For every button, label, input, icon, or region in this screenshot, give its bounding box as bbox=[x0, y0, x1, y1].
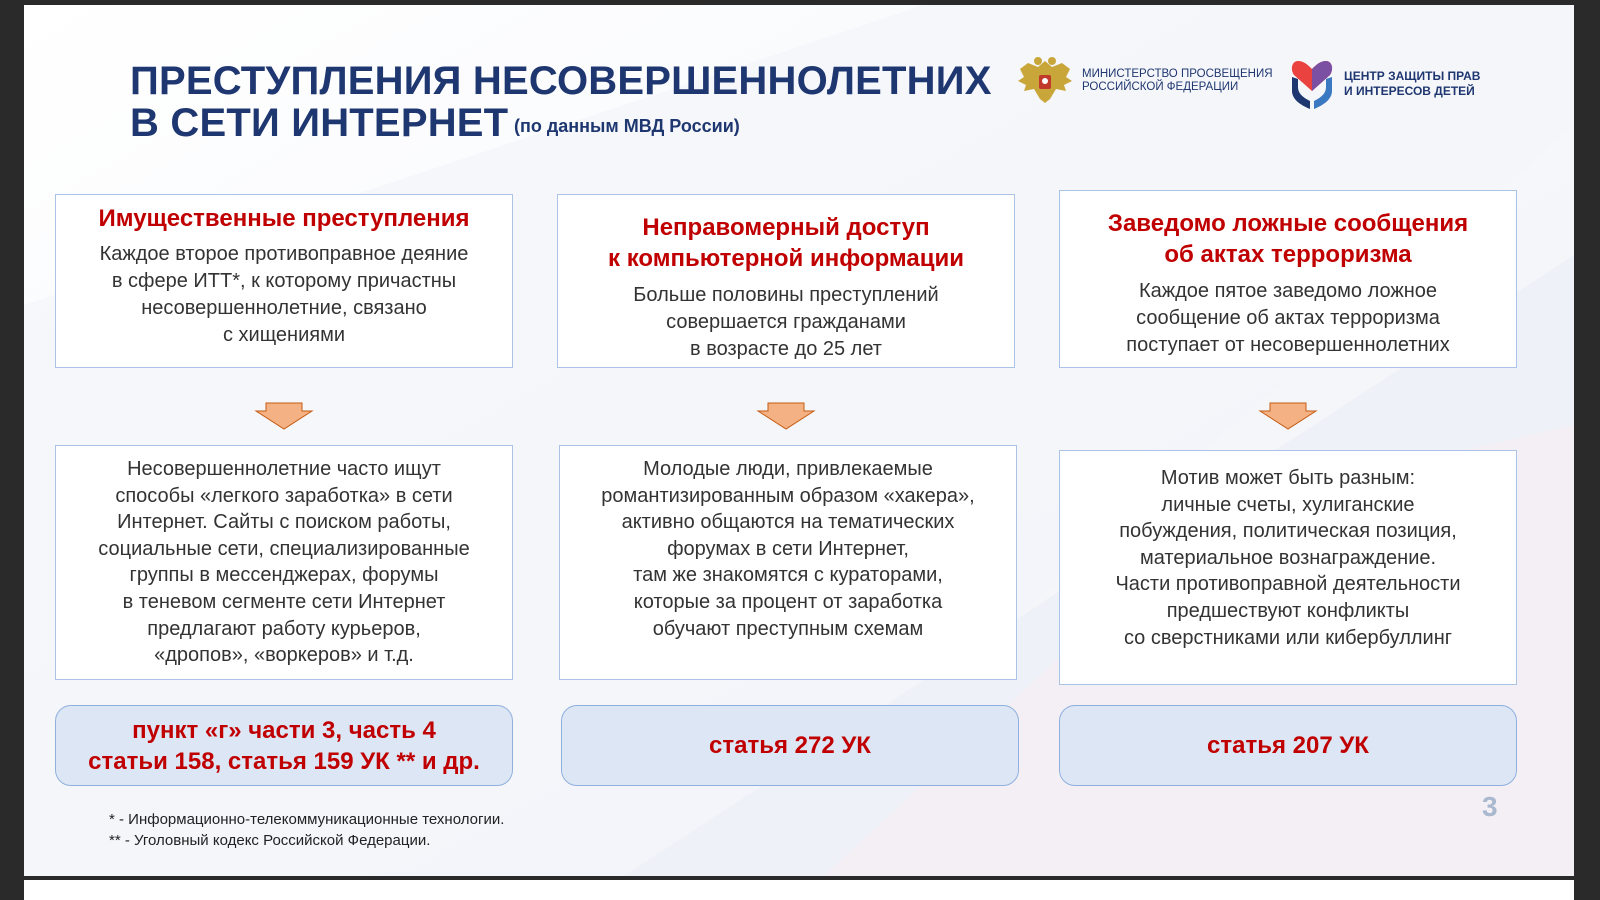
description-card-unauthorized-access bbox=[559, 445, 1017, 680]
card-heading-line: к компьютерной информации bbox=[608, 245, 964, 272]
center-logo bbox=[1288, 57, 1480, 111]
page-number: 3 bbox=[1482, 791, 1498, 822]
law-line: статья 207 УК bbox=[1207, 732, 1369, 759]
description-text bbox=[1060, 465, 1516, 651]
description-line: социальные сети, специализированные bbox=[98, 537, 470, 560]
description-line: Несовершеннолетние часто ищут bbox=[127, 458, 441, 480]
description-line: материальное вознаграждение. bbox=[1139, 546, 1437, 569]
law-text bbox=[88, 715, 480, 777]
description-line: побуждения, политическая позиция, bbox=[1119, 520, 1457, 543]
card-text-line: несовершеннолетние, связано bbox=[141, 297, 427, 319]
card-text-line: поступает от несовершеннолетних bbox=[1126, 334, 1450, 356]
description-line: активно общаются на тематических bbox=[621, 511, 955, 534]
slide bbox=[24, 5, 1574, 876]
eagle-emblem-icon bbox=[1014, 55, 1076, 107]
description-line: обучают преступным схемам bbox=[652, 617, 924, 640]
description-line: способы «легкого заработка» в сети bbox=[115, 484, 453, 507]
law-reference-unauthorized-access bbox=[561, 705, 1019, 786]
description-line: со сверстниками или кибербуллинг bbox=[1123, 626, 1453, 649]
law-text bbox=[1207, 730, 1369, 761]
footnote-uk: ** - Уголовный кодекс Российской Федерации. bbox=[109, 832, 431, 849]
next-slide-edge bbox=[24, 876, 1574, 900]
source-note: (по данным МВД России) bbox=[514, 116, 740, 136]
description-line: Интернет. Сайты с поиском работы, bbox=[117, 511, 451, 534]
card-heading bbox=[1060, 208, 1516, 270]
law-reference-false-terror-reports bbox=[1059, 705, 1517, 786]
footnote-itt: * - Информационно-телекоммуникационные технологии. bbox=[109, 811, 505, 828]
description-card-false-terror-reports bbox=[1059, 450, 1517, 685]
description-line: там же знакомятся с кураторами, bbox=[633, 564, 943, 587]
law-text bbox=[709, 730, 871, 761]
description-line: романтизированным образом «хакера», bbox=[601, 484, 975, 507]
description-line: предшествуют конфликты bbox=[1166, 599, 1410, 622]
center-name-line-1: ЦЕНТР ЗАЩИТЫ ПРАВ bbox=[1344, 69, 1481, 83]
description-line: «дропов», «воркеров» и т.д. bbox=[154, 644, 414, 667]
law-line: статья 272 УК bbox=[709, 732, 871, 759]
card-text-line: совершается гражданами bbox=[666, 311, 906, 333]
center-name-line-2: И ИНТЕРЕСОВ ДЕТЕЙ bbox=[1344, 84, 1475, 98]
card-text-line: с хищениями bbox=[222, 324, 346, 346]
card-text bbox=[56, 241, 512, 349]
law-line: пункт «г» части 3, часть 4 bbox=[132, 716, 436, 744]
description-line: в теневом сегменте сети Интернет bbox=[122, 590, 446, 613]
description-line: Части противоправной деятельности bbox=[1115, 573, 1461, 596]
page-title-line-1: ПРЕСТУПЛЕНИЯ НЕСОВЕРШЕННОЛЕТНИХ bbox=[130, 59, 992, 103]
card-text-line: Каждое второе противоправное деяние bbox=[99, 243, 469, 265]
arrow-down-icon bbox=[254, 401, 314, 431]
card-heading bbox=[56, 203, 512, 234]
description-text bbox=[560, 456, 1016, 642]
description-line: Молодые люди, привлекаемые bbox=[643, 458, 933, 480]
law-reference-property bbox=[55, 705, 513, 786]
description-line: предлагают работу курьеров, bbox=[147, 617, 421, 640]
description-card-property bbox=[55, 445, 513, 680]
card-heading-line: Заведомо ложные сообщения bbox=[1107, 210, 1469, 237]
description-line: группы в мессенджерах, форумы bbox=[129, 564, 439, 587]
description-line: форумах в сети Интернет, bbox=[667, 537, 909, 560]
law-line: статьи 158, статья 159 УК ** и др. bbox=[88, 747, 480, 775]
card-text-line: в возрасте до 25 лет bbox=[690, 338, 882, 360]
description-line: личные счеты, хулиганские bbox=[1161, 493, 1415, 516]
ministry-name-line-1: МИНИСТЕРСТВО ПРОСВЕЩЕНИЯ bbox=[1082, 68, 1273, 80]
card-heading bbox=[558, 212, 1014, 274]
card-text-line: Каждое пятое заведомо ложное bbox=[1138, 280, 1438, 302]
card-text-line: в сфере ИТТ*, к которому причастны bbox=[111, 270, 457, 292]
card-text bbox=[558, 282, 1014, 363]
crime-card-property bbox=[55, 194, 513, 368]
ministry-name-line-2: РОССИЙСКОЙ ФЕДЕРАЦИИ bbox=[1082, 81, 1239, 93]
card-text-line: Больше половины преступлений bbox=[633, 284, 939, 306]
page-title-line-2: В СЕТИ ИНТЕРНЕТ bbox=[130, 101, 509, 145]
arrow-down-icon bbox=[1258, 401, 1318, 431]
card-text bbox=[1060, 278, 1516, 359]
description-text bbox=[56, 456, 512, 669]
ministry-logo bbox=[1014, 55, 1273, 107]
arrow-down-icon bbox=[756, 401, 816, 431]
hands-heart-icon bbox=[1288, 57, 1336, 111]
crime-card-false-terror-reports bbox=[1059, 190, 1517, 368]
card-text-line: сообщение об актах терроризма bbox=[1136, 307, 1440, 329]
card-heading-line: Имущественные преступления bbox=[98, 205, 470, 232]
description-line: Мотив может быть разным: bbox=[1160, 467, 1416, 489]
card-heading-line: об актах терроризма bbox=[1164, 241, 1412, 268]
crime-card-unauthorized-access bbox=[557, 194, 1015, 368]
card-heading-line: Неправомерный доступ bbox=[642, 214, 930, 241]
description-line: которые за процент от заработка bbox=[633, 590, 943, 613]
